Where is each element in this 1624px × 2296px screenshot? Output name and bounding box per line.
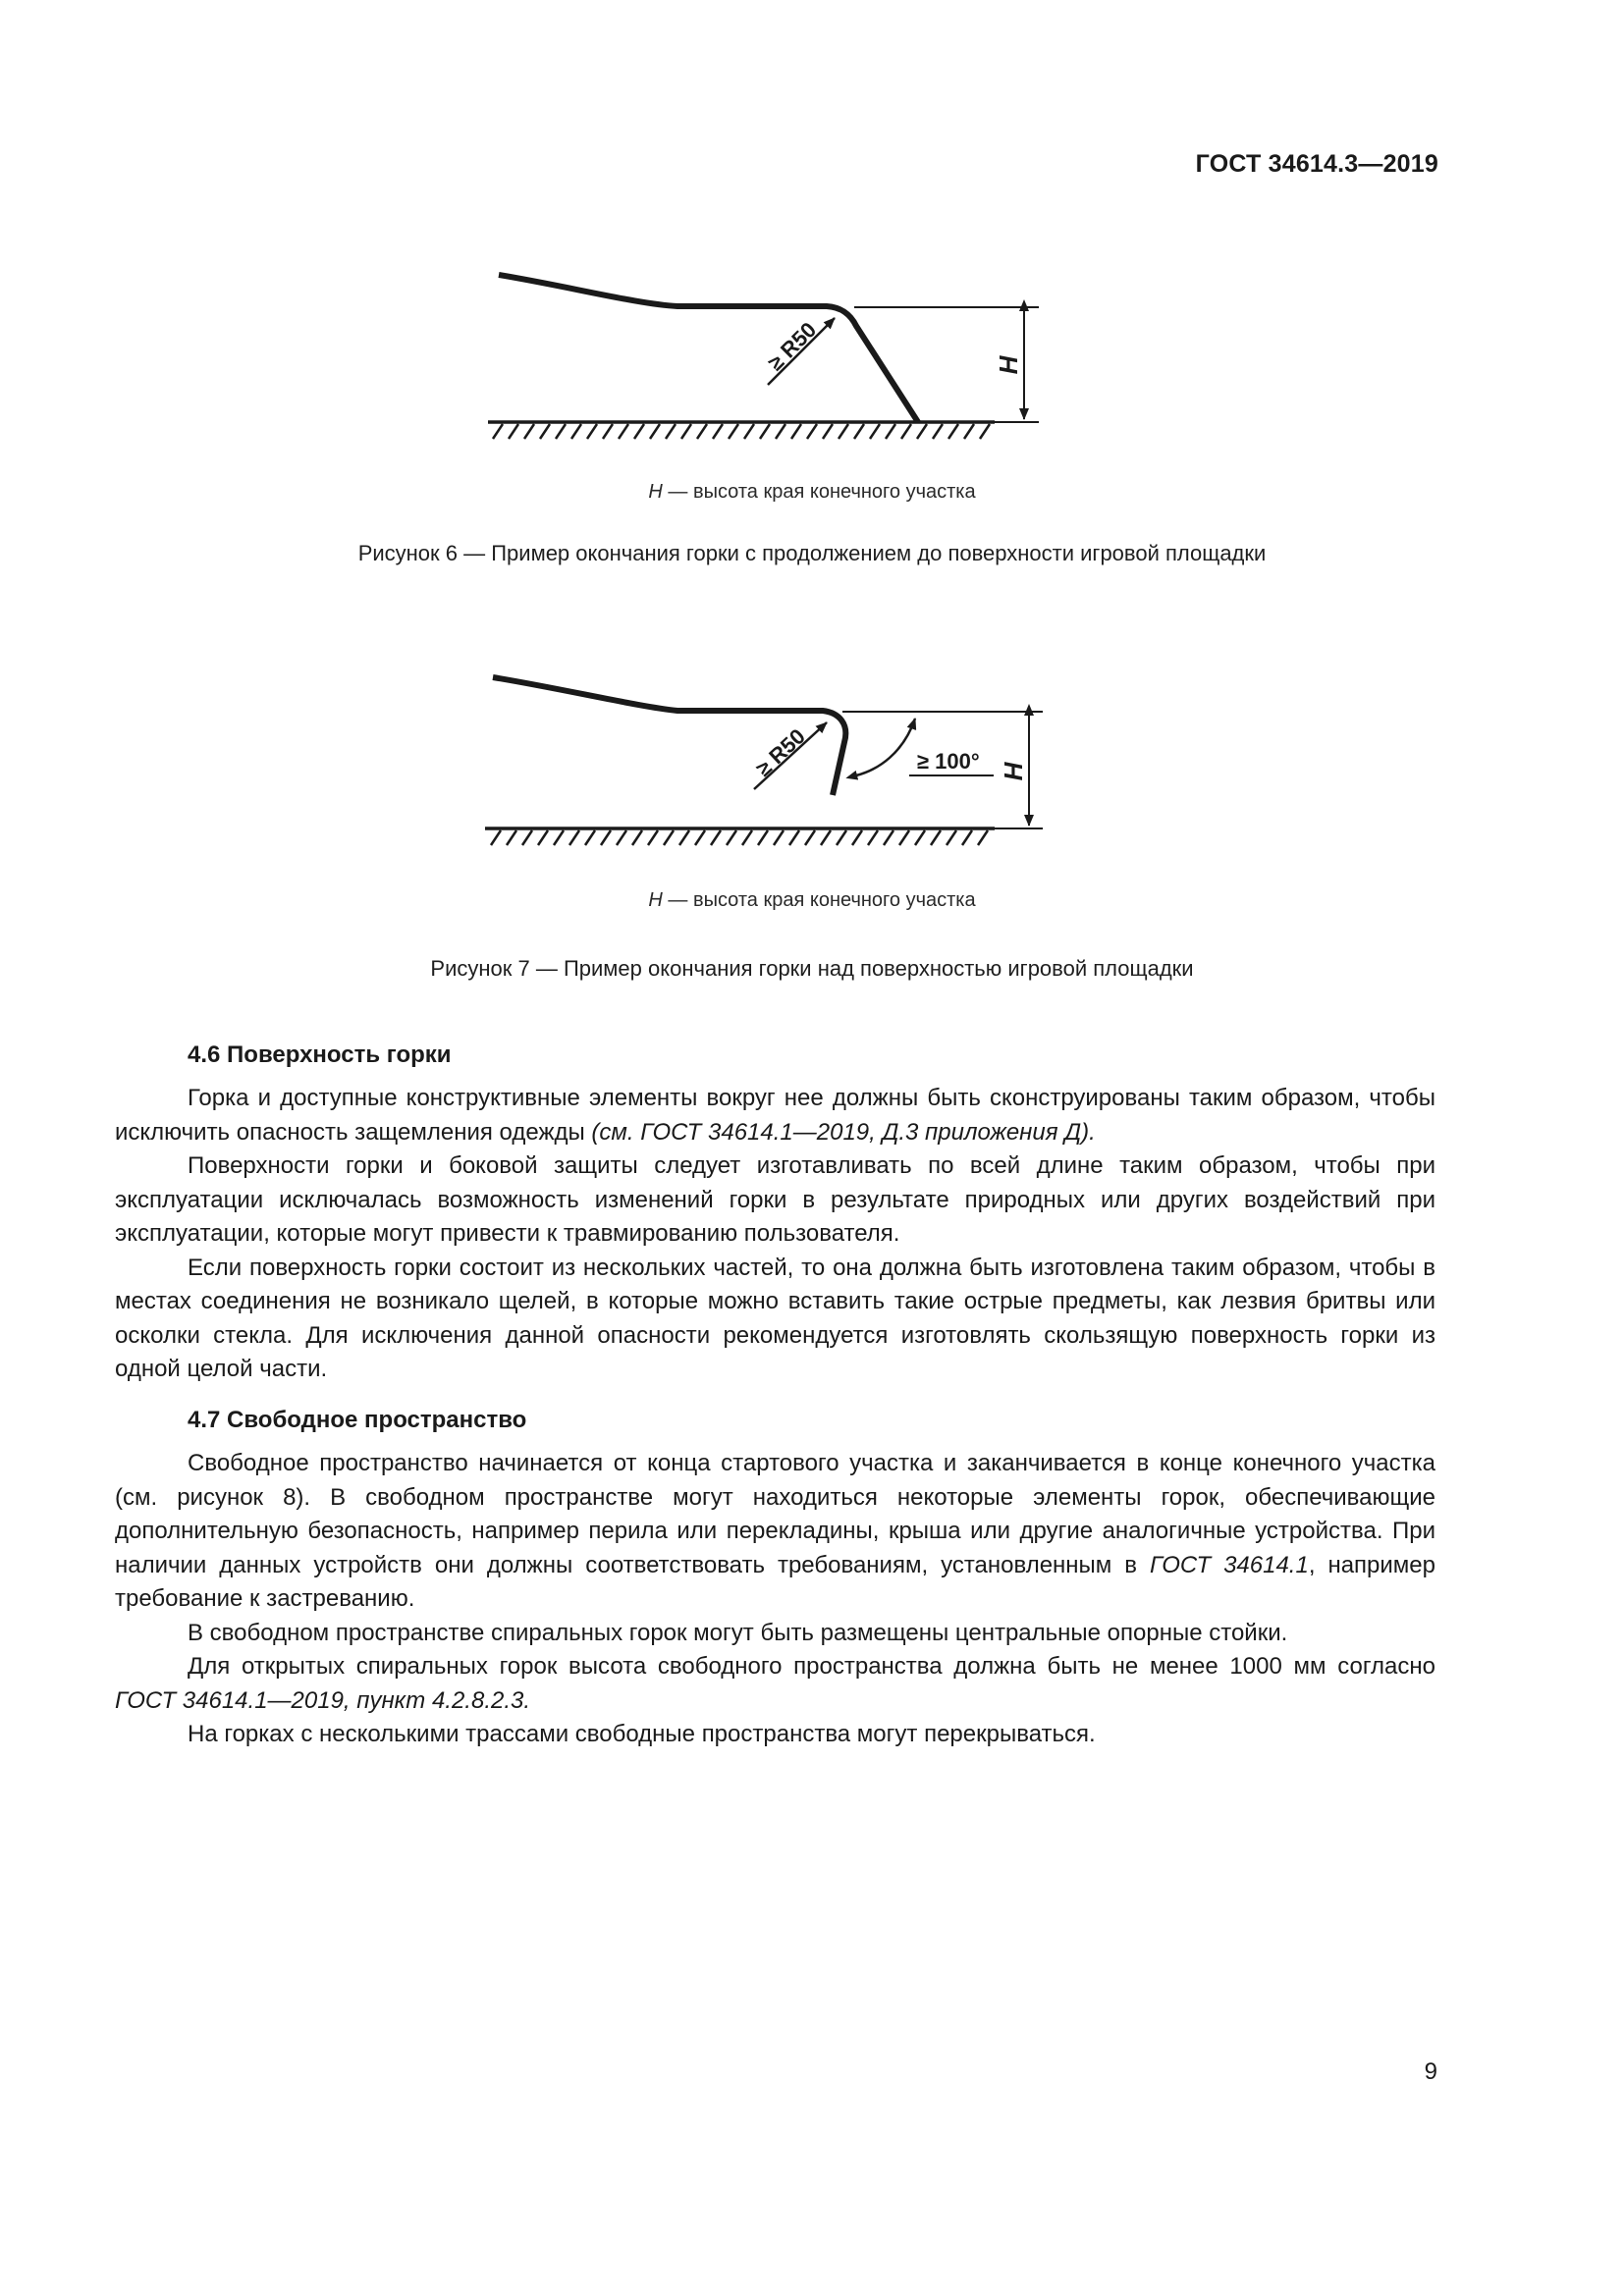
legend-symbol: H bbox=[648, 889, 663, 911]
figure-7-caption: Рисунок 7 — Пример окончания горки над поверхностью игровой площадки bbox=[430, 956, 1194, 981]
section-heading: 4.7 Свободное пространство bbox=[188, 1407, 527, 1433]
legend-symbol: H bbox=[648, 481, 663, 503]
paragraph: Если поверхность горки состоит из нескольких частей, то она должна быть изготовлена таким образом, чтобы в местах соединения не возникало щелей, в которые можно вставить такие острые предметы, как лезвия бритвы или осколки стекла. Для исключения данной опасности рекомендуется изготовлять скользящую поверхность горки из одной целой части. bbox=[115, 1254, 1435, 1382]
paragraph: В свободном пространстве спиральных горок могут быть размещены центральные опорные стойки. bbox=[188, 1619, 1288, 1646]
radius-label: ≥ R50 bbox=[750, 723, 810, 781]
paragraph-text: Для открытых спиральных горок высота свободного пространства должна быть не менее 1000 мм согласно bbox=[188, 1653, 1435, 1680]
ground-hatching bbox=[493, 424, 990, 439]
legend-text: — высота края конечного участка bbox=[662, 889, 976, 911]
height-label: H bbox=[999, 762, 1028, 781]
legend-text: — высота края конечного участка bbox=[662, 481, 976, 503]
standard-code: ГОСТ 34614.3—2019 bbox=[1195, 150, 1438, 178]
figure-6-diagram bbox=[0, 257, 1624, 444]
paragraph: Поверхности горки и боковой защиты следует изготавливать по всей длине таким образом, чтобы при эксплуатации исключалась возможность изменений горки в результате природных или других воздействий при эксплуатации, которые могут привести к травмированию пользователя. bbox=[115, 1152, 1435, 1247]
figure-7-diagram bbox=[0, 660, 1624, 856]
section-4-7 bbox=[115, 1404, 1435, 1752]
section-heading: 4.6 Поверхность горки bbox=[188, 1041, 452, 1068]
standard-reference: (см. ГОСТ 34614.1—2019, Д.3 приложения Д). bbox=[591, 1118, 1096, 1146]
figure-6-caption: Рисунок 6 — Пример окончания горки с продолжением до поверхности игровой площадки bbox=[357, 541, 1267, 565]
height-label: H bbox=[994, 355, 1023, 375]
angle-label: ≥ 100° bbox=[917, 749, 980, 774]
paragraph-text: , например требование к застреванию. bbox=[115, 1551, 1436, 1612]
section-4-6 bbox=[115, 1039, 1435, 1387]
paragraph-text: Свободное пространство начинается от конца стартового участка и заканчивается в конце конечного участка (см. рисунок 8). В свободном пространстве могут находиться некоторые элементы горок, обеспечивающие дополнительную безопасность, например перила или перекладины, крыша или другие аналогичные устройства. При наличии данных устройств они должны соответствовать требованиям, установленным в bbox=[115, 1450, 1435, 1578]
angle-arc bbox=[856, 719, 915, 775]
slide-profile bbox=[499, 275, 918, 422]
figure-7-legend bbox=[0, 889, 1624, 912]
paragraph bbox=[115, 1650, 1435, 1718]
paragraph bbox=[115, 1082, 1435, 1149]
paragraph-text: Горка и доступные конструктивные элементы вокруг нее должны быть сконструированы таким образом, чтобы исключить опасность защемления одежды bbox=[115, 1085, 1435, 1146]
standard-reference: ГОСТ 34614.1—2019, пункт 4.2.8.2.3. bbox=[115, 1686, 531, 1714]
standard-reference: ГОСТ 34614.1 bbox=[1149, 1551, 1309, 1578]
page-number: 9 bbox=[1424, 2058, 1437, 2085]
ground-hatching bbox=[491, 830, 988, 845]
paragraph bbox=[115, 1447, 1435, 1617]
figure-6-legend bbox=[0, 481, 1624, 504]
paragraph: На горках с несколькими трассами свободные пространства могут перекрываться. bbox=[188, 1721, 1096, 1747]
radius-label: ≥ R50 bbox=[763, 317, 822, 376]
